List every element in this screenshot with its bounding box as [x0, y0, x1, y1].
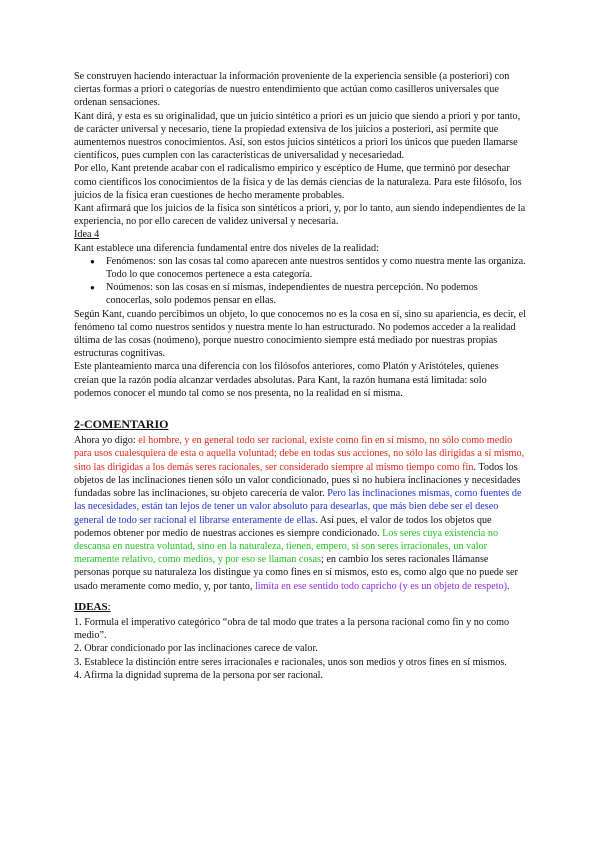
idea-item-4: 4. Afirma la dignidad suprema de la persona por ser racional.	[74, 669, 323, 681]
ideas-heading-text: IDEAS	[74, 600, 108, 613]
comentario-purple-text: limita en ese sentido todo capricho (y es un objeto de respeto)	[254, 580, 508, 592]
idea-item-2: 2. Obrar condicionado por las inclinaciones carece de valor.	[74, 643, 318, 655]
comentario-s7: ; en cambio los seres racionales llámanse personas porque su naturaleza los distingue ya como fines en sí mismos, esto es, como algo que no puede ser usado meramente como medio, y, por tanto,	[74, 554, 518, 592]
idea-item-3: 3. Establece la distinción entre seres irracionales e racionales, unos son medios y otros fines en sí mismos.	[74, 656, 507, 668]
comentario-blue-text: Pero las inclinaciones mismas, como fuentes de las necesidades, están tan lejos de tener un valor absoluto para desearlas, que más bien debe ser el deseo general de todo ser racional el librarse enteramente de ellas	[74, 488, 522, 526]
idea-item-1: 1. Formula el imperativo categórico “obra de tal modo que trates a la persona racional como fin y no como medio”.	[74, 616, 510, 642]
comentario-s1: Ahora yo digo:	[74, 435, 139, 447]
comentario-s5: . Así pues, el valor de todos los objetos que podemos obtener por medio de nuestras acciones es siempre condicionado.	[74, 514, 492, 539]
intro-paragraph-3: Por ello, Kant pretende acabar con el radicalismo empírico y escéptico de Hume, que terminó por desechar como científicos los conocimientos de la física y de las demás ciencias de la naturaleza. Para este filósofo, los juicios de la física eran cuestiones de hecho meramente probables.	[74, 163, 522, 201]
bullet-fenomenos: ● Fenómenos: son las cosas tal como aparecen ante nuestros sentidos y como nuestra mente las organiza. Todo lo que conocemos pertenece a esta categoría.	[106, 255, 526, 281]
intro-paragraph-2: Kant dirá, y esta es su originalidad, que un juicio sintético a priori es un juicio que siendo a priori y por tanto, de carácter universal y necesario, tiene la propiedad extensiva de los juicios a posteriori, así permite que aumentemos nuestros conocimientos. Así, son estos juicios sintéticos a priori los únicos que pueden llamarse científicos, pues cumplen con las características de universalidad y necesariedad.	[74, 110, 521, 162]
ideas-heading-colon: :	[107, 600, 111, 613]
comentario-green-text: Los seres cuya existencia no descansa en nuestra voluntad, sino en la naturaleza, tienen, empero, si son seres irracionales, un valor meramente relativo, como medios, y por eso se llaman cosas	[74, 527, 499, 566]
idea4-paragraph-1: Según Kant, cuando percibimos un objeto, lo que conocemos no es la cosa en sí, sino su apariencia, es decir, el fenómeno tal como nuestros sentidos y nuestra mente lo han estructurado. No podemos acceder a la realidad última de las cosas (noúmeno), porque nuestro conocimiento siempre está mediado por nuestras propias estructuras cognitivas.	[74, 308, 526, 360]
comentario-text	[74, 434, 526, 592]
idea4-paragraph-2: Este planteamiento marca una diferencia con los filósofos anteriores, como Platón y Aristóteles, quienes creían que la razón podía alcanzar verdades absolutas. Para Kant, la razón humana está limitada: solo podemos conocer el mundo tal como se nos presenta, no la realidad en sí misma.	[74, 361, 499, 399]
bullet-noumenos: ● Noúmenos: son las cosas en sí mismas, independientes de nuestra percepción. No podemos conocerlas, solo podemos pensar en ellas.	[106, 281, 526, 307]
comentario-heading: 2-COMENTARIO	[74, 417, 169, 432]
idea4-heading: Idea 4	[74, 229, 100, 241]
intro-paragraph-1: Se construyen haciendo interactuar la información proveniente de la experiencia sensible (a posteriori) con ciertas formas a priori o categorías de nuestro entendimiento que actúan como casilleros universales que ordenan sensaciones.	[74, 71, 510, 109]
idea4-lead: Kant establece una diferencia fundamental entre dos niveles de la realidad:	[74, 242, 379, 254]
idea4-bullet-list	[74, 255, 526, 308]
comentario-s3: . Todos los objetos de las inclinaciones tienen sólo un valor condicionado, pues si no hubiera inclinaciones y necesidades fundadas sobre las inclinaciones, su objeto carecería de valor.	[74, 461, 521, 500]
comentario-red-text: el hombre, y en general todo ser racional, existe como fin en sí mismo, no sólo como medio para usos cualesquiera de esta o aquella voluntad; debe en todas sus acciones, no sólo las dirigidas a sí mismo, sino las dirigidas a los demás seres racionales, ser considerado siempre al mismo tiempo como fin	[74, 435, 525, 473]
comentario-s9: .	[507, 580, 510, 592]
intro-paragraph-4: Kant afirmará que los juicios de la física son sintéticos a priori, y, por lo tanto, aun siendo independientes de la experiencia, no por ello carecen de validez universal y necesaria.	[74, 203, 526, 228]
ideas-heading	[74, 601, 526, 614]
